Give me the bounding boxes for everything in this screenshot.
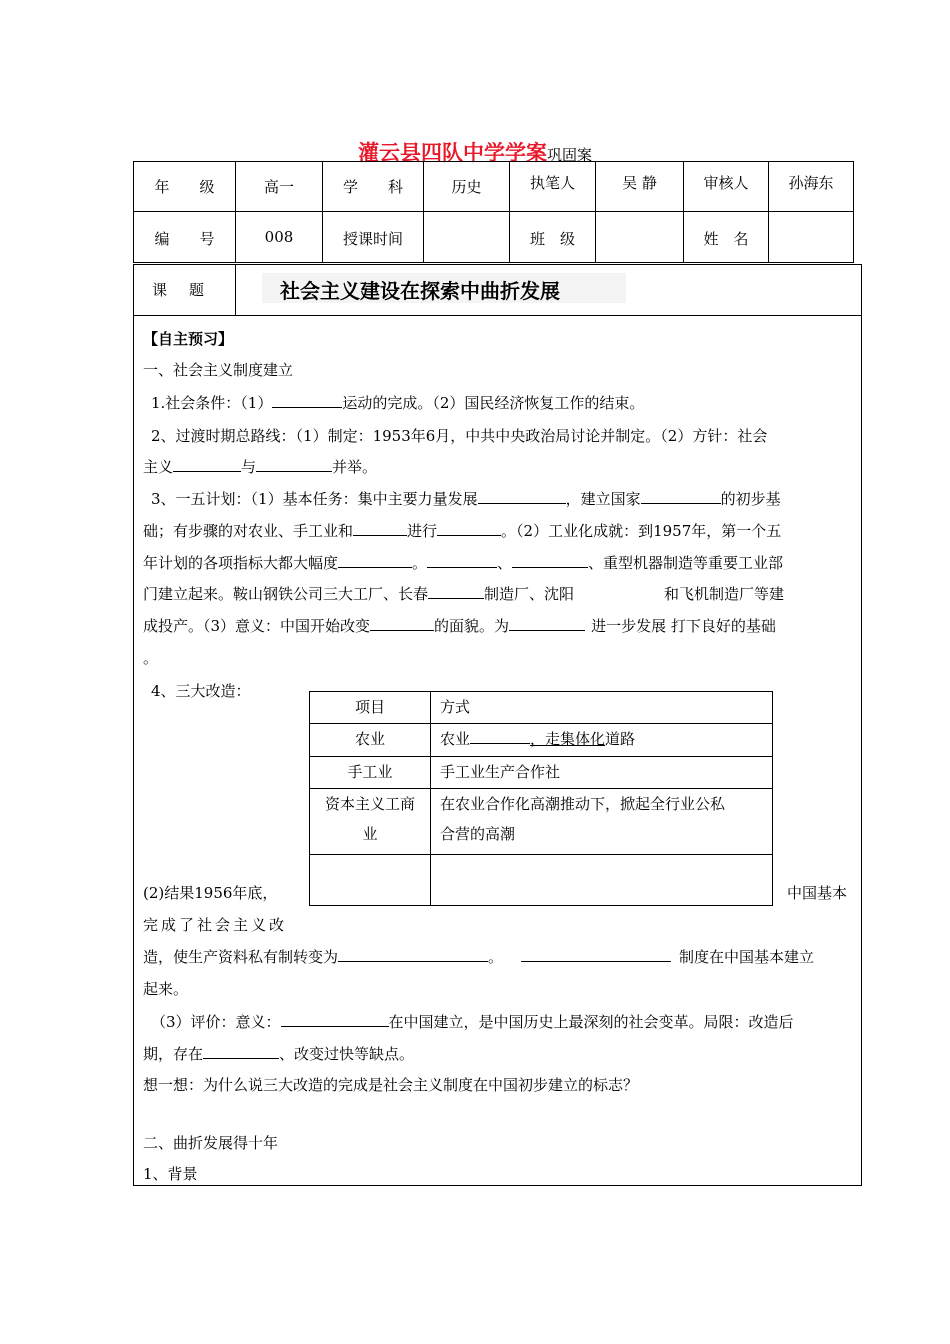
table-row: [310, 724, 773, 757]
subject-label: 学 科: [323, 162, 424, 212]
table-header-item: 项目: [310, 692, 431, 724]
blank[interactable]: [521, 947, 671, 962]
p3-line-2: 础；有步骤的对农业、手工业和 进行 。（2）工业化成就：到1957年，第一个五: [143, 522, 782, 540]
header-table: [133, 161, 854, 263]
table-cell-item: 手工业: [310, 757, 431, 789]
topic-value: 社会主义建设在探索中曲折发展: [280, 279, 560, 303]
p5-line-3: 造，使生产资料私有制转变为 。 制度在中国基本建立: [143, 948, 815, 966]
p3-line-6: 。: [143, 649, 159, 667]
background-heading: 1、背景: [143, 1165, 198, 1183]
p3-line-3: 年计划的各项指标大都大幅度 。 、 、重型机器制造等重要工业部: [143, 554, 784, 572]
grade-value: 高一: [236, 162, 323, 212]
section-1-heading: 一、社会主义制度建立: [143, 361, 294, 379]
p4-heading: 4、三大改造：: [151, 682, 251, 700]
author-value: 吴 静: [596, 162, 684, 212]
blank[interactable]: [370, 616, 434, 631]
blank[interactable]: [173, 457, 241, 472]
table-row: [310, 757, 773, 789]
preview-heading: 【自主预习】: [143, 330, 234, 348]
school-title: 灌云县四队中学学案: [357, 141, 547, 165]
blank[interactable]: [338, 553, 412, 568]
table-row: [310, 789, 773, 855]
blank[interactable]: [437, 521, 501, 536]
header-row-2: [134, 212, 854, 263]
blank[interactable]: [338, 947, 488, 962]
topic-value-box: [262, 273, 626, 303]
blank[interactable]: [470, 729, 530, 744]
table-cell-item: 资本主义工商 业: [310, 789, 431, 855]
table-row-empty: [310, 855, 773, 906]
think-question: 想一想：为什么说三大改造的完成是社会主义制度在中国初步建立的标志？: [143, 1076, 639, 1094]
p3-line-1: 3、一五计划：（1）基本任务：集中主要力量发展 ，建立国家 的初步基: [151, 490, 781, 508]
blank[interactable]: [427, 553, 497, 568]
time-label: 授课时间: [323, 212, 424, 263]
class-value: [596, 212, 684, 263]
p3-line-5: 成投产。（3）意义：中国开始改变 的面貌。为 进一步发展 打下良好的基础: [143, 617, 776, 635]
blank[interactable]: [281, 1012, 389, 1027]
blank[interactable]: [428, 584, 484, 599]
topic-label-cell: [134, 265, 236, 315]
table-header-row: [310, 692, 773, 724]
blank[interactable]: [478, 489, 566, 504]
table-cell-method: 农业 ，走集体化道路: [431, 724, 773, 757]
author-label: 执笔人: [510, 162, 596, 212]
table-cell-empty[interactable]: [310, 855, 431, 906]
topic-row: [133, 264, 862, 316]
blank[interactable]: [353, 521, 407, 536]
subject-value: 历史: [424, 162, 510, 212]
blank[interactable]: [512, 553, 588, 568]
number-label: 编 号: [134, 212, 236, 263]
p6-line-1: （3）评价：意义： 在中国建立，是中国历史上最深刻的社会变革。局限：改造后: [151, 1013, 794, 1031]
p6-line-2: 期，存在 、改变过快等缺点。: [143, 1045, 415, 1063]
class-label: 班 级: [510, 212, 596, 263]
time-value: [424, 212, 510, 263]
p1-line: 1.社会条件：（1） 运动的完成。（2）国民经济恢复工作的结束。: [151, 394, 645, 412]
blank[interactable]: [641, 489, 721, 504]
table-header-method: 方式: [431, 692, 773, 724]
blank[interactable]: [203, 1044, 279, 1059]
p5-line-1-right: 中国基本: [787, 884, 848, 902]
title-suffix: 巩固案: [546, 146, 592, 164]
reviewer-label: 审核人: [684, 162, 769, 212]
blank[interactable]: [509, 616, 585, 631]
reviewer-value: 孙海东: [769, 162, 854, 212]
reform-table: [309, 691, 773, 906]
name-label: 姓 名: [684, 212, 769, 263]
table-cell-item: 农业: [310, 724, 431, 757]
table-cell-method: 手工业生产合作社: [431, 757, 773, 789]
p3-line-4: 门建立起来。鞍山钢铁公司三大工厂、长春 制造厂、沈阳 和飞机制造厂等建: [143, 585, 785, 603]
p5-line-1-left: (2)结果1956年底，: [143, 884, 278, 902]
grade-label: 年 级: [134, 162, 236, 212]
topic-label: 课题: [152, 281, 227, 299]
p2-line-1: 2、过渡时期总路线：（1）制定：1953年6月，中共中央政治局讨论并制定。（2）方针：社会: [151, 427, 768, 445]
table-cell-empty[interactable]: [431, 855, 773, 906]
blank[interactable]: [272, 393, 342, 408]
table-cell-method: 在农业合作化高潮推动下，掀起全行业公私 合营的高潮: [431, 789, 773, 855]
blank[interactable]: [256, 457, 332, 472]
header-row-1: [134, 162, 854, 212]
p5-line-4: 起来。: [143, 980, 189, 998]
section-2-heading: 二、曲折发展得十年: [143, 1134, 279, 1152]
name-value: [769, 212, 854, 263]
number-value: 008: [236, 212, 323, 263]
p2-line-2: 主义 与 并举。: [143, 458, 378, 476]
p5-line-2: 完成了社会主义改: [143, 916, 288, 934]
